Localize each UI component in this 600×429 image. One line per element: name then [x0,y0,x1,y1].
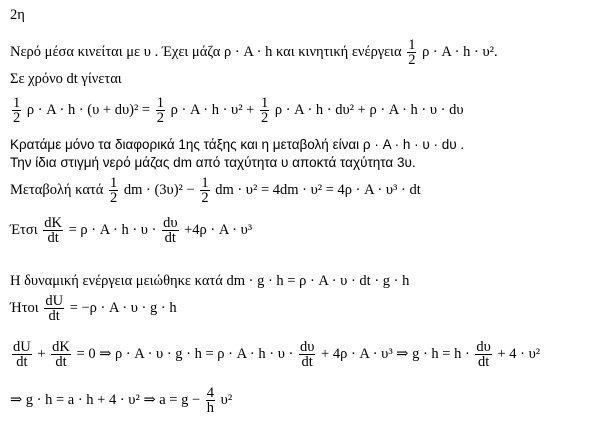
fraction-dk-dt: $\frac{dK}{dt}$ [44,215,62,246]
line-1 [10,38,498,67]
fraction-4-h: $\frac{4}{h}$ [206,385,215,416]
line-7 [10,216,252,245]
fraction-dv-dt: $\frac{d\upsilon}{dt}$ [476,339,491,370]
line-6 [10,176,421,205]
line-3-expr-b: ρ · A · h · υ² + [170,101,255,118]
line-11-text: ⇒ g · h = a · h + 4 · υ² ⇒ a = g − [10,391,201,408]
line-11 [10,386,232,415]
line-10 [10,340,540,369]
line-7-prefix: Έτσι [10,221,38,238]
fraction-du-dt: $\frac{dU}{dt}$ [13,339,31,370]
line-3-expr-c: ρ · A · h · dυ² + ρ · A · h · υ · dυ [274,101,464,118]
line-3-expr-a: ρ · A · h · (υ + dυ)² = [26,101,151,118]
line-10-plus: + [37,345,46,362]
line-4-text: Κρατάμε μόνο τα διαφορικά 1ης τάξης και η μεταβολή είναι ρ · A · h · υ · dυ . [10,137,465,152]
line-10-mid2: + 4ρ · A · υ³ ⇒ g · h = h · [321,345,470,362]
fraction-dv-dt: $\frac{d\upsilon}{dt}$ [163,215,178,246]
line-7-tail: +4ρ · A · υ³ [184,221,253,238]
fraction-half-b: $\frac{1}{2}$ [201,175,209,206]
line-1-text: Νερό μέσα κινείται με υ . Έχει μάζα ρ · A · h και κινητική ενέργεια [10,43,402,60]
line-2-text: Σε χρόνο dt γίνεται [10,71,122,87]
line-9-tail: = −ρ · A · υ · g · h [69,299,177,316]
line-8 [10,272,409,290]
fraction-dk-dt: $\frac{dK}{dt}$ [52,339,70,370]
line-1-tail: ρ · A · h · υ². [422,43,498,60]
line-8-text: Η δυναμική ενέργεια μειώθηκε κατά dm · g · h = ρ · A · υ · dt · g · h [10,273,410,289]
line-7-mid: = ρ · A · h · υ · [68,221,157,238]
line-10-tail: + 4 · υ² [497,345,541,362]
line-11-tail: υ² [220,391,233,408]
line-9 [10,294,177,323]
heading-text: 2η [10,7,25,23]
line-6-expr-b: dm · υ² = 4dm · υ² = 4ρ · A · υ³ · dt [215,181,421,198]
fraction-dv-dt: $\frac{d\upsilon}{dt}$ [299,339,315,370]
fraction-du-dt: $\frac{dU}{dt}$ [45,293,64,324]
fraction-half-a: $\frac{1}{2}$ [13,95,21,126]
fraction-half-b: $\frac{1}{2}$ [156,95,164,126]
line-10-mid: = 0 ⇒ ρ · A · υ · g · h = ρ · A · h · υ · [76,345,294,362]
fraction-half-a: $\frac{1}{2}$ [109,175,118,206]
line-6-prefix: Μεταβολή κατά [10,181,104,198]
line-5 [10,154,416,172]
line-2 [10,70,122,88]
fraction-half-c: $\frac{1}{2}$ [260,95,269,126]
line-3 [10,96,464,125]
line-6-expr-a: dm · (3υ)² − [123,181,195,198]
heading [10,6,25,24]
fraction-half: $\frac{1}{2}$ [408,37,416,68]
line-4 [10,136,464,154]
line-9-prefix: Ήτοι [10,299,39,316]
line-5-text: Την ίδια στιγμή νερό μάζας dm από ταχύτητα υ αποκτά ταχύτητα 3υ. [10,155,416,170]
